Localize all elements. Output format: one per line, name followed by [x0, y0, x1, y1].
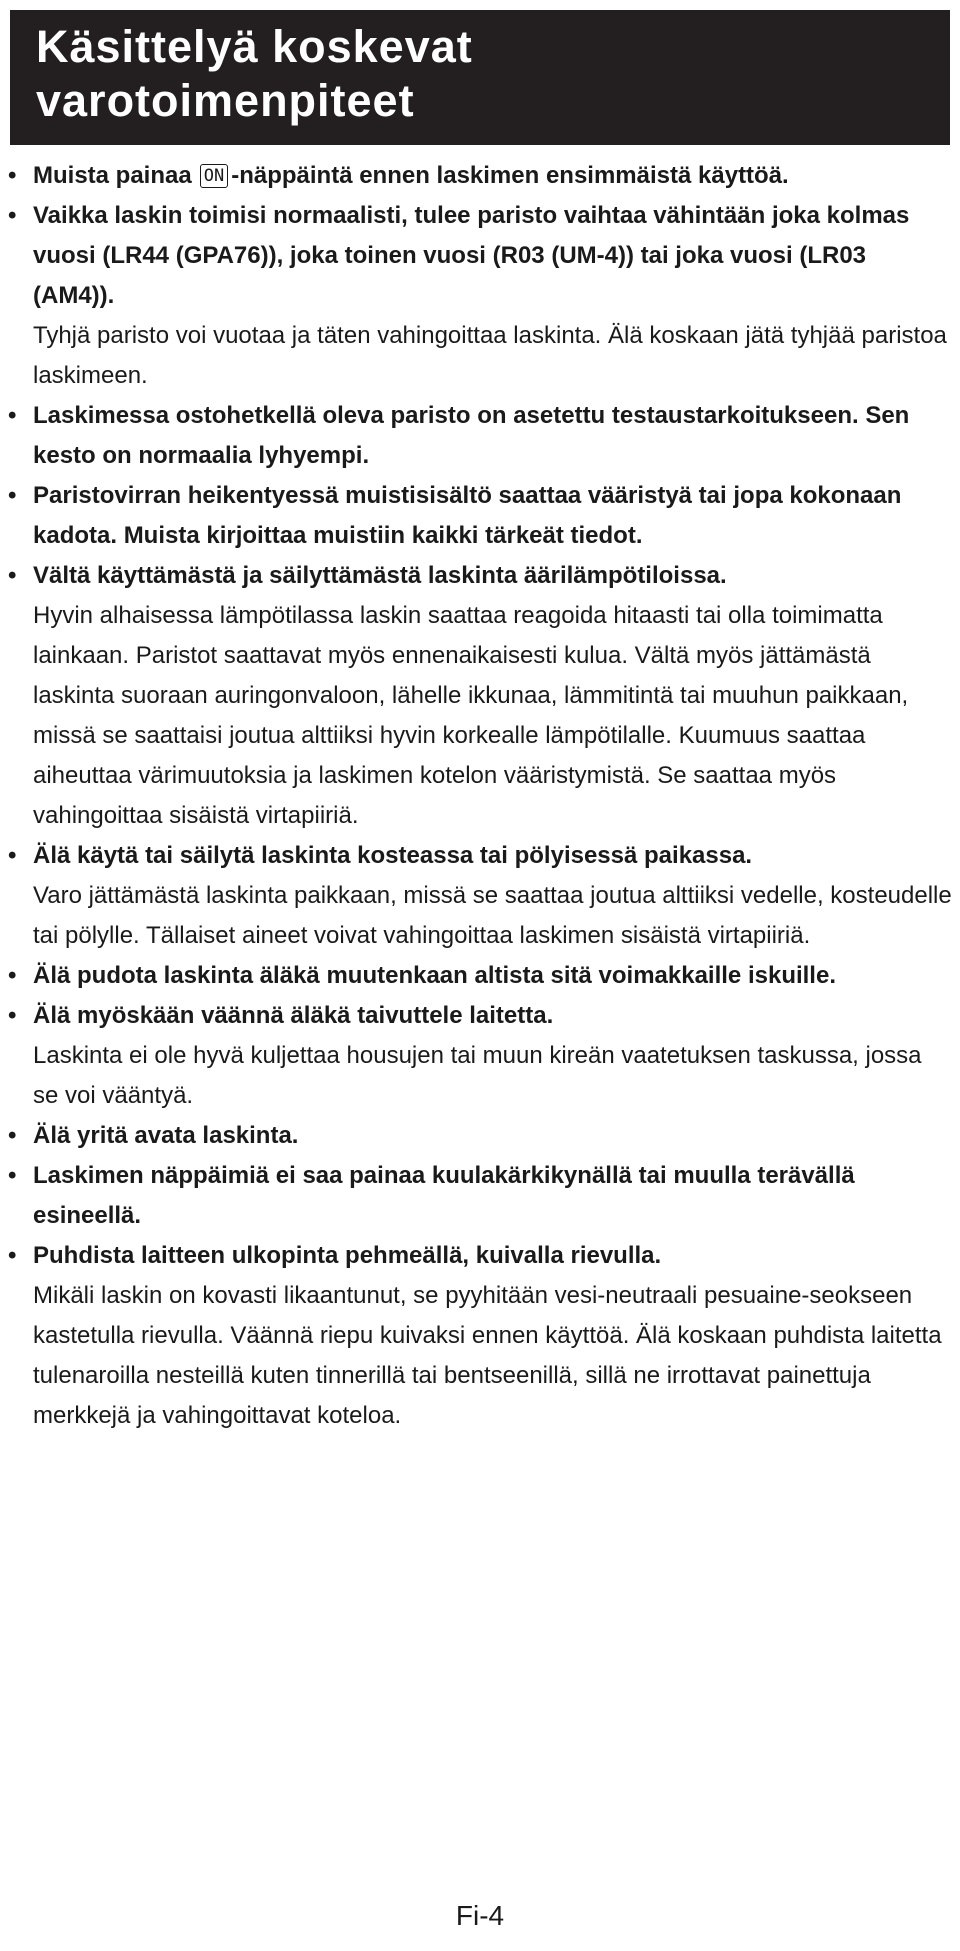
bullet: •	[8, 162, 17, 189]
item-bold-text: Älä myöskään väännä äläkä taivuttele laitetta.	[33, 1002, 554, 1029]
list-item-memory-loss	[0, 476, 960, 556]
item-bold-text: Älä yritä avata laskinta.	[33, 1122, 299, 1149]
item-normal-text: Mikäli laskin on kovasti likaantunut, se pyyhitään vesi-neutraali pesuaine-seokseen kastetulla rievulla. Väännä riepu kuivaksi ennen käyttöä. Älä koskaan puhdista laitetta tulenaroilla nesteillä kuten tinnerillä tai bentseenillä, sillä ne irrottavat painettuja merkkejä ja vahingoittavat koteloa.	[33, 1282, 942, 1429]
item-bold-text: Vaikka laskin toimisi normaalisti, tulee paristo vaihtaa vähintään joka kolmas vuosi (LR44 (GPA76)), joka toinen vuosi (R03 (UM-4)) tai joka vuosi (LR03 (AM4)).	[33, 202, 910, 309]
bullet: •	[8, 482, 17, 509]
bullet: •	[8, 1162, 17, 1189]
bullet: •	[8, 1242, 17, 1269]
item-bold-text: Laskimen näppäimiä ei saa painaa kuulakärkikynällä tai muulla terävällä esineellä.	[33, 1162, 855, 1229]
list-item-battery-replace	[0, 196, 960, 396]
list-item-temperature	[0, 556, 960, 836]
item-normal-text: Varo jättämästä laskinta paikkaan, missä se saattaa joutua alttiiksi vedelle, kosteudelle tai pölylle. Tällaiset aineet voivat vahingoittaa laskimen sisäistä virtapiiriä.	[33, 882, 952, 949]
page-title-line-2: varotoimenpiteet	[36, 75, 415, 126]
item-normal-text: Hyvin alhaisessa lämpötilassa laskin saattaa reagoida hitaasti tai olla toimimatta lainkaan. Paristot saattavat myös ennenaikaisesti kulua. Vältä myös jättämästä laskinta suoraan auringonvaloon, lähelle ikkunaa, lämmitintä tai muuhun paikkaan, missä se saattaisi joutua alttiiksi hyvin korkealle lämpötilalle. Kuumuus saattaa aiheuttaa värimuutoksia ja laskimen kotelon vääristymistä. Se saattaa myös vahingoittaa sisäistä virtapiiriä.	[33, 602, 909, 829]
item-bold-text: Paristovirran heikentyessä muistisisältö saattaa vääristyä tai jopa kokonaan kadota. Muista kirjoittaa muistiin kaikki tärkeät tiedot.	[33, 482, 902, 549]
page-number: Fi-4	[455, 1900, 505, 1931]
list-item-sharp-objects	[0, 1156, 960, 1236]
precautions-list	[0, 156, 960, 1436]
on-key-icon: ON	[200, 164, 228, 188]
list-item-cleaning	[0, 1236, 960, 1436]
item-bold-text: Vältä käyttämästä ja säilyttämästä laskinta äärilämpötiloissa.	[33, 562, 727, 589]
list-item-twist	[0, 996, 960, 1116]
bullet: •	[8, 842, 17, 869]
bullet: •	[8, 562, 17, 589]
bullet: •	[8, 402, 17, 429]
item-normal-text: Tyhjä paristo voi vuotaa ja täten vahingoittaa laskinta. Älä koskaan jätä tyhjää paristoa laskimeen.	[33, 322, 947, 389]
page-title-line-1: Käsittelyä koskevat	[36, 21, 473, 72]
title-bar	[10, 10, 950, 145]
bullet: •	[8, 962, 17, 989]
bullet: •	[8, 202, 17, 229]
item-normal-text: Laskinta ei ole hyvä kuljettaa housujen tai muun kireän vaatetuksen taskussa, jossa se voi vääntyä.	[33, 1042, 922, 1109]
list-item-drop	[0, 956, 960, 996]
list-item-no-disassembly	[0, 1116, 960, 1156]
bullet: •	[8, 1002, 17, 1029]
item-bold-text: -näppäintä ennen laskimen ensimmäistä käyttöä.	[231, 162, 789, 189]
list-item-power-on	[0, 156, 960, 196]
bullet: •	[8, 1122, 17, 1149]
list-item-humidity	[0, 836, 960, 956]
item-bold-text: Muista painaa	[33, 162, 192, 189]
item-bold-text: Laskimessa ostohetkellä oleva paristo on asetettu testaustarkoitukseen. Sen kesto on normaalia lyhyempi.	[33, 402, 910, 469]
item-bold-text: Puhdista laitteen ulkopinta pehmeällä, kuivalla rievulla.	[33, 1242, 662, 1269]
list-item-test-battery	[0, 396, 960, 476]
item-bold-text: Älä käytä tai säilytä laskinta kosteassa tai pölyisessä paikassa.	[33, 842, 753, 869]
item-bold-text: Älä pudota laskinta äläkä muutenkaan altista sitä voimakkaille iskuille.	[33, 962, 836, 989]
